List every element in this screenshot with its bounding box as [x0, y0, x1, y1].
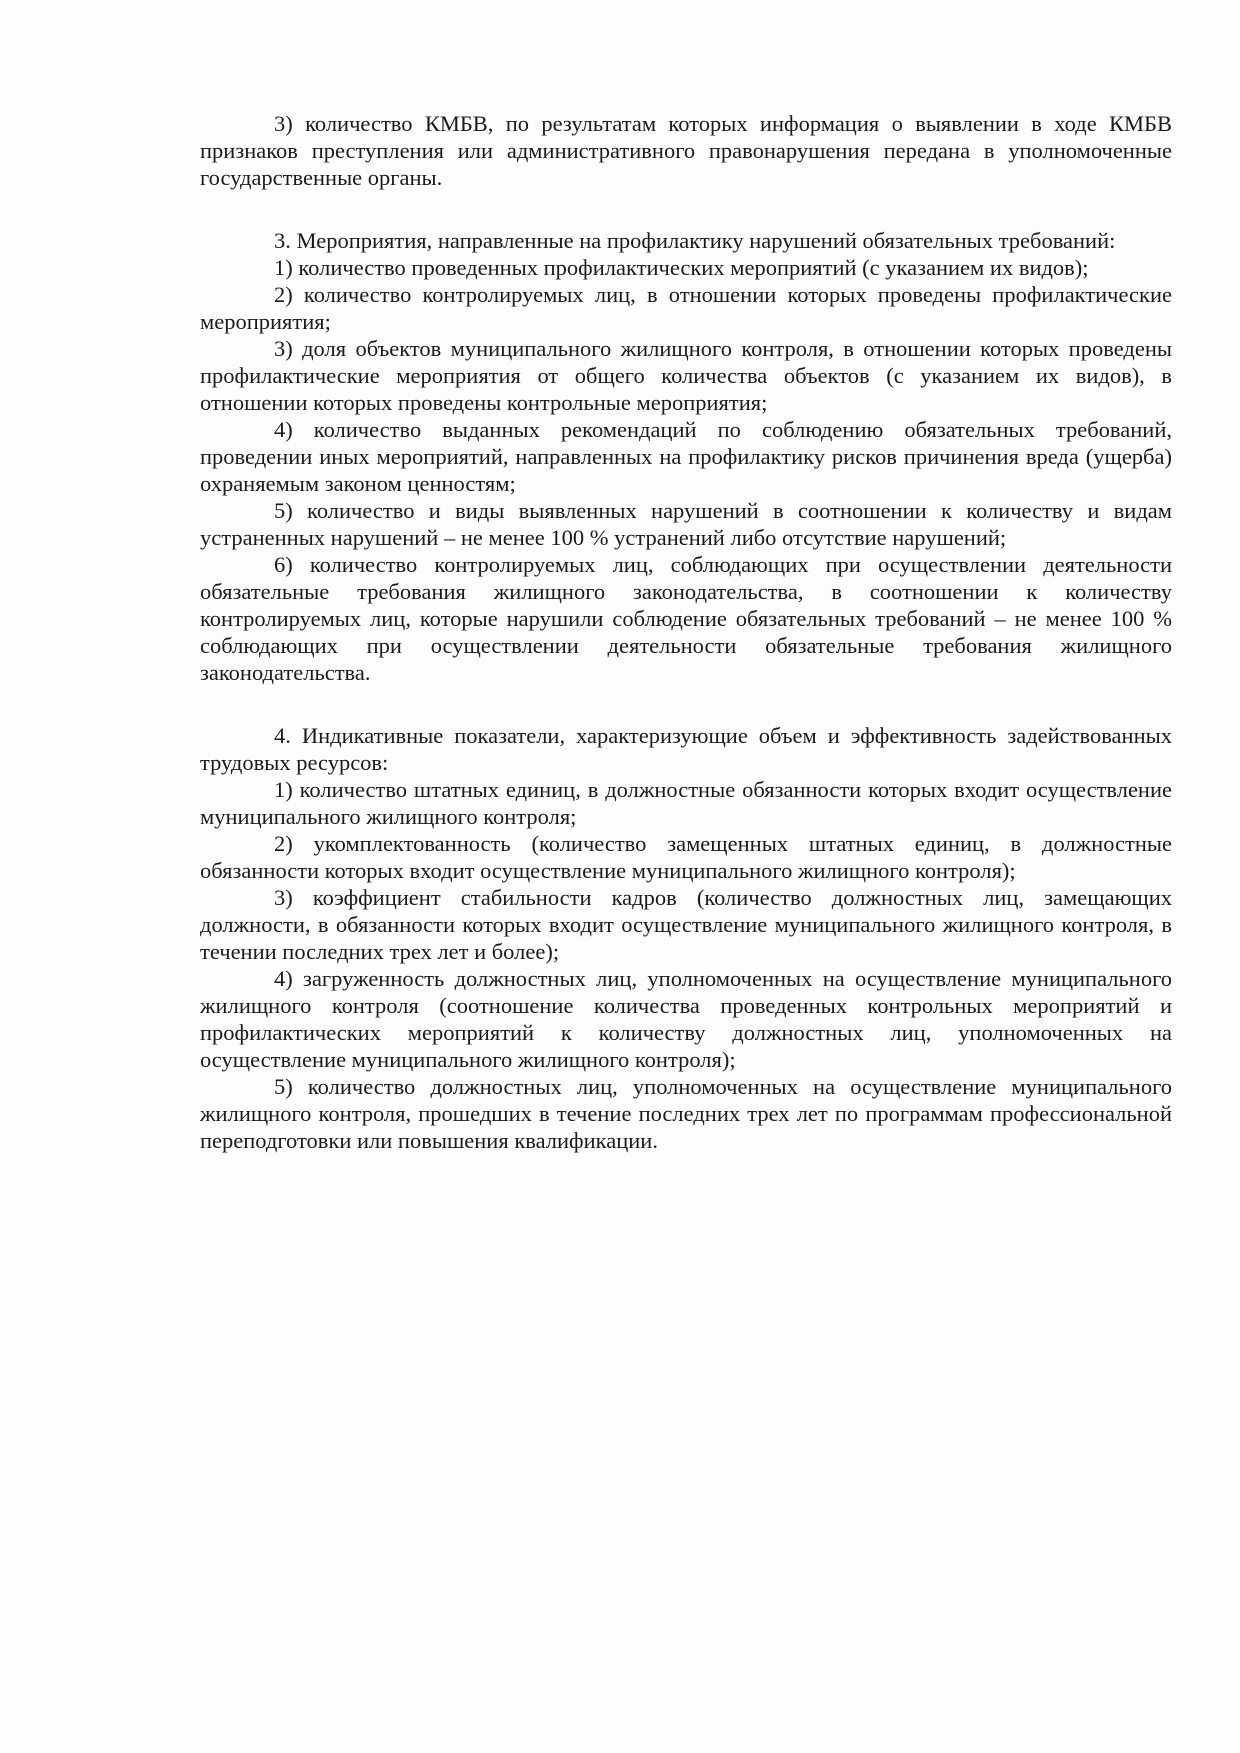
list-item-3-1: 1) количество проведенных профилактических мероприятий (с указанием их видов); [274, 255, 1089, 280]
list-item-4-1: 1) количество штатных единиц, в должностные обязанности которых входит осуществление муниципального жилищного контроля; [200, 777, 1172, 829]
list-item-3-2: 2) количество контролируемых лиц, в отношении которых проведены профилактические мероприятия; [200, 282, 1172, 334]
section-heading-3: 3. Мероприятия, направленные на профилактику нарушений обязательных требований: [274, 228, 1116, 253]
list-item-3-5: 5) количество и виды выявленных нарушений в соотношении к количеству и видам устраненных нарушений – не менее 100 % устранений либо отсутствие нарушений; [200, 498, 1172, 550]
list-item-3-6: 6) количество контролируемых лиц, соблюдающих при осуществлении деятельности обязательные требования жилищного законодательства, в соотношении к количеству контролируемых лиц, которые нарушили соблюдение обязательных требований – не менее 100 % соблюдающих при осуществлении деятельности обязательные требования жилищного законодательства. [200, 552, 1172, 685]
list-item-4-3: 3) коэффициент стабильности кадров (количество должностных лиц, замещающих должности, в обязанности которых входит осуществление муниципального жилищного контроля, в течении последних трех лет и более); [200, 885, 1172, 964]
document-body [200, 110, 1172, 1154]
list-item-3-4: 4) количество выданных рекомендаций по соблюдению обязательных требований, проведении иных мероприятий, направленных на профилактику рисков причинения вреда (ущерба) охраняемым законом ценностям; [200, 417, 1172, 496]
section-heading-4: 4. Индикативные показатели, характеризующие объем и эффективность задействованных трудовых ресурсов: [200, 723, 1172, 775]
list-item-4-2: 2) укомплектованность (количество замещенных штатных единиц, в должностные обязанности которых входит осуществление муниципального жилищного контроля); [200, 831, 1172, 883]
list-item-4-4: 4) загруженность должностных лиц, уполномоченных на осуществление муниципального жилищного контроля (соотношение количества проведенных контрольных мероприятий и профилактических мероприятий к количеству должностных лиц, уполномоченных на осуществление муниципального жилищного контроля); [200, 966, 1172, 1072]
list-item-3-3: 3) доля объектов муниципального жилищного контроля, в отношении которых проведены профилактические мероприятия от общего количества объектов (с указанием их видов), в отношении которых проведены контрольные мероприятия; [200, 336, 1172, 415]
list-item-4-5: 5) количество должностных лиц, уполномоченных на осуществление муниципального жилищного контроля, прошедших в течение последних трех лет по программам профессиональной переподготовки или повышения квалификации. [200, 1074, 1172, 1153]
paragraph-kmbv-item-3: 3) количество КМБВ, по результатам которых информация о выявлении в ходе КМБВ признаков преступления или административного правонарушения передана в уполномоченные государственные органы. [200, 111, 1172, 190]
